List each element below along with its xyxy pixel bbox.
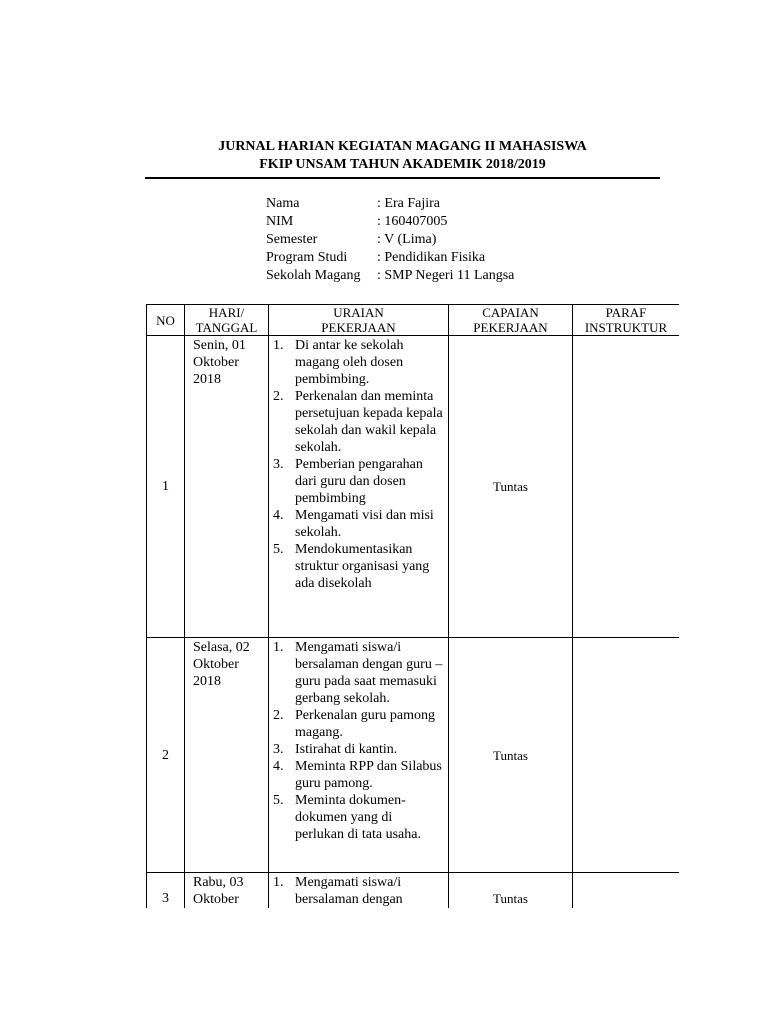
list-text: Meminta RPP dan Silabus guru pamong.	[295, 759, 442, 791]
list-item	[273, 707, 444, 741]
document-title: JURNAL HARIAN KEGIATAN MAGANG II MAHASISWA	[218, 139, 587, 154]
row-paraf	[573, 336, 680, 638]
title-divider	[145, 177, 660, 179]
info-label: Semester	[266, 232, 318, 247]
list-number: 2.	[273, 389, 284, 404]
row-tasks	[269, 873, 449, 909]
date-month: Oktober	[193, 355, 239, 370]
row-date	[185, 638, 269, 873]
date-year: 2018	[193, 372, 221, 387]
row-paraf	[573, 873, 680, 909]
list-item	[273, 337, 444, 388]
info-label: Nama	[266, 196, 300, 211]
header-paraf-instruktur	[573, 305, 680, 336]
list-number: 1.	[273, 875, 284, 890]
header-capaian-pekerjaan	[449, 305, 573, 336]
list-item	[273, 741, 444, 758]
info-value: : Pendidikan Fisika	[377, 250, 486, 265]
info-label: NIM	[266, 214, 294, 229]
header-line: URAIAN	[333, 305, 384, 320]
list-number: 1.	[273, 640, 284, 655]
info-row-sekolah-magang	[266, 267, 514, 285]
task-list	[273, 337, 444, 592]
list-number: 5.	[273, 793, 284, 808]
date-year: 2018	[193, 674, 221, 689]
list-item	[273, 792, 444, 843]
list-text: Mendokumentasikan struktur organisasi yang ada disekolah	[295, 542, 430, 591]
info-value: : SMP Negeri 11 Langsa	[377, 268, 515, 283]
list-number: 3.	[273, 742, 284, 757]
date-day: Rabu, 03	[193, 875, 244, 890]
info-value: : Era Fajira	[377, 196, 440, 211]
list-number: 1.	[273, 338, 284, 353]
journal-table-container	[146, 304, 679, 908]
list-item	[273, 541, 444, 592]
row-paraf	[573, 638, 680, 873]
info-row-semester	[266, 231, 514, 249]
row-capaian: Tuntas	[449, 638, 573, 873]
list-text: Mengamati siswa/i bersalaman dengan	[295, 875, 403, 907]
info-row-nim	[266, 213, 514, 231]
date-day: Selasa, 02	[193, 640, 250, 655]
date-day: Senin, 01	[193, 338, 246, 353]
header-line: PARAF	[605, 305, 647, 320]
table-row	[147, 873, 680, 909]
list-text: Meminta dokumen-dokumen yang di perlukan di tata usaha.	[295, 793, 421, 842]
header-line: PEKERJAAN	[321, 320, 396, 335]
journal-table	[146, 304, 679, 908]
list-item	[273, 507, 444, 541]
row-capaian: Tuntas	[449, 873, 573, 909]
header-line: INSTRUKTUR	[584, 320, 668, 335]
info-label: Program Studi	[266, 250, 348, 265]
document-subtitle: FKIP UNSAM TAHUN AKADEMIK 2018/2019	[259, 157, 546, 172]
task-list	[273, 639, 444, 843]
info-value: : V (Lima)	[377, 232, 437, 247]
header-line: CAPAIAN	[482, 305, 539, 320]
row-number: 2	[147, 638, 185, 873]
list-number: 3.	[273, 457, 284, 472]
list-item	[273, 874, 444, 908]
row-tasks	[269, 336, 449, 638]
list-item	[273, 456, 444, 507]
student-info	[266, 195, 514, 285]
list-text: Di antar ke sekolah magang oleh dosen pembimbing.	[295, 338, 404, 387]
list-item	[273, 639, 444, 707]
table-header-row	[147, 305, 680, 336]
header-no: NO	[147, 305, 185, 336]
row-number: 3	[147, 873, 185, 909]
header-uraian-pekerjaan	[269, 305, 449, 336]
row-number: 1	[147, 336, 185, 638]
table-row	[147, 336, 680, 638]
row-capaian: Tuntas	[449, 336, 573, 638]
list-text: Perkenalan guru pamong magang.	[295, 708, 435, 740]
date-month: Oktober	[193, 657, 239, 672]
header-line: HARI/	[208, 305, 245, 320]
list-number: 4.	[273, 508, 284, 523]
row-tasks	[269, 638, 449, 873]
table-row	[147, 638, 680, 873]
info-label: Sekolah Magang	[266, 268, 361, 283]
info-row-program-studi	[266, 249, 514, 267]
list-number: 2.	[273, 708, 284, 723]
info-value: : 160407005	[377, 214, 448, 229]
info-row-nama	[266, 195, 514, 213]
list-text: Pemberian pengarahan dari guru dan dosen pembimbing	[295, 457, 423, 506]
list-text: Istirahat di kantin.	[295, 742, 398, 757]
list-item	[273, 388, 444, 456]
header-line: TANGGAL	[195, 320, 258, 335]
date-month: Oktober	[193, 892, 239, 907]
list-text: Mengamati visi dan misi sekolah.	[295, 508, 434, 540]
list-text: Perkenalan dan meminta persetujuan kepada kepala sekolah dan wakil kepala sekolah.	[295, 389, 443, 455]
list-text: Mengamati siswa/i bersalaman dengan guru – guru pada saat memasuki gerbang sekolah.	[295, 640, 443, 706]
list-number: 4.	[273, 759, 284, 774]
task-list	[273, 874, 444, 908]
list-item	[273, 758, 444, 792]
list-number: 5.	[273, 542, 284, 557]
row-date	[185, 873, 269, 909]
header-hari-tanggal	[185, 305, 269, 336]
row-date	[185, 336, 269, 638]
header-line: PEKERJAAN	[473, 320, 548, 335]
